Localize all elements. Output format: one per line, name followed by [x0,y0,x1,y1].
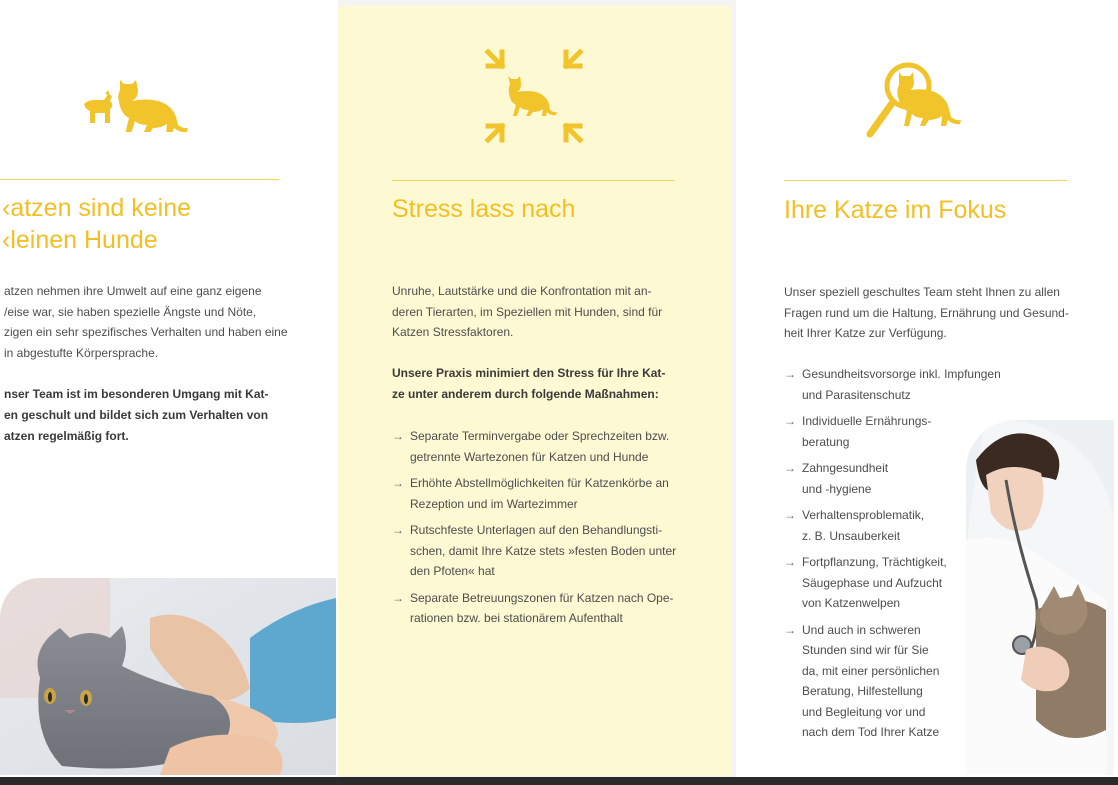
panel3-heading: Ihre Katze im Fokus [784,196,1007,224]
arrow-right-icon: → [784,461,796,475]
list-item: → Rutschfeste Unterlagen auf den Behandlungsti- schen, damit Ihre Katze stets »festen Boden unter den Pfoten« hat [392,520,692,582]
panel2-heading: Stress lass nach [392,195,576,223]
list-item: → Zahngesundheit und -hygiene [784,458,1014,499]
panel2-measures-list [392,426,692,635]
list-item: → Und auch in schweren Stunden sind wir für Sie da, mit einer persönlichen Beratung, Hilfestellung und Begleitung vor und nach dem Tod Ihrer Katze [784,620,1014,743]
list-item: → Erhöhte Abstellmöglichkeiten für Katzenkörbe an Rezeption und im Wartezimmer [392,473,692,514]
divider-rule [392,180,675,181]
vet-with-cat-photo [966,420,1114,775]
arrow-right-icon: → [784,508,796,522]
cat-center-arrows-icon [484,46,584,151]
divider-rule [0,179,279,180]
panel1-heading: ‹atzen sind keine ‹leinen Hunde [2,194,192,254]
arrow-right-icon: → [784,367,796,381]
arrow-right-icon: → [784,555,796,569]
panel3-paragraph: Unser speziell geschultes Team steht Ihnen zu allen Fragen rund um die Haltung, Ernährung und Gesund- heit Ihrer Katze zur Verfügung. [784,285,1069,340]
arrow-right-icon: → [784,414,796,428]
magnifier-cat-icon [866,62,976,147]
list-item: → Gesundheitsvorsorge inkl. Impfungen und Parasitenschutz [784,364,1014,405]
panel-cats-not-small-dogs [0,0,338,785]
list-item: → Fortpflanzung, Trächtigkeit, Säugephase und Aufzucht von Katzenwelpen [784,552,1014,614]
panel-stress-reduction [338,6,732,776]
cat-on-exam-table-photo [0,578,336,775]
arrow-right-icon: → [392,476,404,490]
panel1-paragraph: atzen nehmen ihre Umwelt auf eine ganz eigene /eise war, sie haben spezielle Ängste und Nöte, zigen ein sehr spezifisches Verhalten und haben eine in abgestufte Körpersprache. [4,284,288,360]
scan-edge-bar [0,777,1118,785]
list-item: → Verhaltensproblematik, z. B. Unsauberkeit [784,505,1014,546]
arrow-right-icon: → [784,622,796,637]
list-item: → Separate Betreuungszonen für Katzen nach Ope- rationen bzw. bei stationärem Aufenthalt [392,588,692,629]
panel2-bold-paragraph: Unsere Praxis minimiert den Stress für Ihre Kat- ze unter anderem durch folgende Maßnahmen: [392,366,666,401]
panel-cat-in-focus [736,0,1118,785]
cat-and-dog-icon [74,72,198,137]
divider-rule [784,180,1067,181]
panel1-bold-paragraph: nser Team ist im besonderen Umgang mit Kat- en geschult und bildet sich zum Verhalten von atzen regelmäßig fort. [4,387,269,443]
panel2-paragraph: Unruhe, Lautstärke und die Konfrontation mit an- deren Tierarten, im Speziellen mit Hunden, sind für Katzen Stressfaktoren. [392,284,663,339]
arrow-right-icon: → [392,590,404,605]
arrow-right-icon: → [392,429,404,443]
arrow-right-icon: → [392,523,404,537]
list-item: → Individuelle Ernährungs- beratung [784,411,1014,452]
list-item: → Separate Terminvergabe oder Sprechzeiten bzw. getrennte Wartezonen für Katzen und Hunde [392,426,692,467]
